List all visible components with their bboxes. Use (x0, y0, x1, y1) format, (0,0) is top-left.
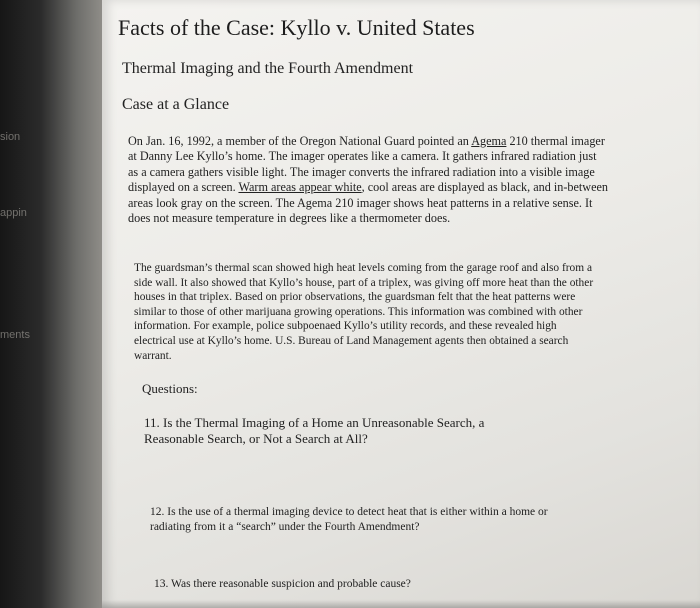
warm-areas-link[interactable]: Warm areas appear white (238, 180, 362, 195)
question-13: 13. Was there reasonable suspicion and probable cause? (154, 578, 411, 590)
sidebar-fragment: appin (0, 207, 27, 219)
question-11: 11. Is the Thermal Imaging of a Home an Unreasonable Search, a Reasonable Search, or Not a Search at All? (144, 415, 485, 446)
case-paragraph-2: The guardsman’s thermal scan showed high heat levels coming from the garage roof and also from a side wall. It also showed that Kyllo’s house, part of a triplex, was giving off more heat than the other houses in that triplex. Based on prior observations, the guardsman felt that the heat patterns were similar to those of other marijuana growing operations. This information was combined with other information. For example, police subpoenaed Kyllo’s utility records, and these revealed high electrical use at Kyllo’s home. U.S. Bureau of Land Management agents then obtained a search warrant. (134, 262, 594, 362)
document-title: Facts of the Case: Kyllo v. United States (118, 15, 475, 40)
left-background (0, 0, 102, 608)
sidebar-fragment: ments (0, 329, 30, 341)
bottom-shadow (102, 600, 700, 608)
case-paragraph-1 (128, 134, 608, 226)
text-segment: On Jan. 16, 1992, a member of the Oregon National Guard pointed an (128, 134, 472, 148)
questions-heading: Questions: (142, 381, 198, 396)
sidebar-fragment: sion (0, 131, 21, 143)
document-subtitle: Thermal Imaging and the Fourth Amendment (122, 60, 414, 77)
question-12: 12. Is the use of a thermal imaging device to detect heat that is either within a home or radiating from it a “search” under the Fourth Amendment? (150, 506, 548, 533)
text-segment: 210 thermal imager at Danny Lee Kyllo’s home. The imager operates like a camera. It gathers infrared radiation just as a camera gathers visible light. The imager converts the infrared radiation into a visible image displayed on a screen. (128, 134, 605, 195)
document-page (102, 0, 700, 608)
agema-link[interactable]: Agema (471, 134, 507, 148)
section-heading: Case at a Glance (122, 96, 230, 113)
text-segment: , cool areas are displayed as black, and in-between areas look gray on the screen. The Agema 210 imager shows heat patterns in a relative sense. It does not measure temperature in degrees like a thermometer does. (128, 180, 609, 226)
